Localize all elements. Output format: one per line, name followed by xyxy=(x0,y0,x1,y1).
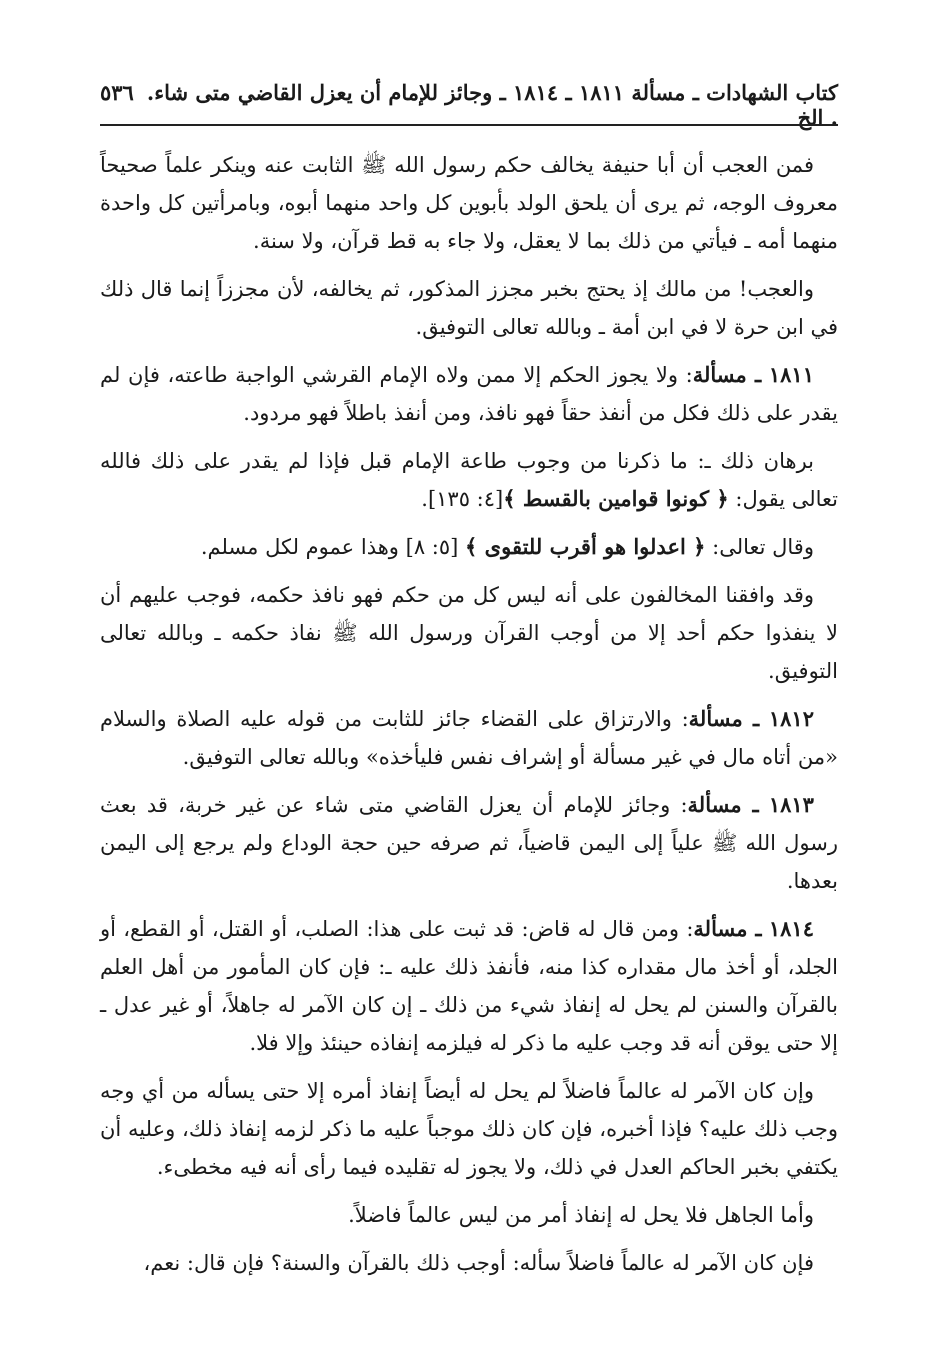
masala-number: ١٨١٤ xyxy=(768,916,814,941)
paragraph-text: وأما الجاهل فلا يحل له إنفاذ أمر من ليس عالماً فاضلاً. xyxy=(348,1203,814,1227)
paragraph xyxy=(100,1244,838,1282)
paragraph-text: : ومن قال له قاض: قد ثبت على هذا: الصلب، أو القتل، أو القطع، أو الجلد، أو أخذ مال مقداره كذا منه، فأنفذ ذلك عليه ـ: فإن كان المأمور من أهل العلم بالقرآن والسنن لم يحل له إنفاذ شيء من ذلك ـ إن كان الآمر له جاهلاً، أو غير عدل ـ إلا حتى يوقن أنه قد وجب عليه ما ذكر له فيلزمه إنفاذه حينئذ وإلا فلا. xyxy=(100,917,838,1055)
citation: [٥: ٨] وهذا عموم لكل مسلم. xyxy=(200,535,459,559)
masala-number: ١٨١١ xyxy=(768,362,814,387)
paragraph-text: برهان ذلك ـ: ما ذكرنا من وجوب طاعة الإمام قبل فإذا لم يقدر على ذلك فالله تعالى يقول: xyxy=(100,449,838,511)
paragraph xyxy=(100,1072,838,1186)
paragraph-text: فإن كان الآمر له عالماً فاضلاً سأله: أوجب ذلك بالقرآن والسنة؟ فإن قال: نعم، xyxy=(143,1251,814,1275)
paragraph xyxy=(100,1196,838,1234)
paragraph-text: وقد وافقنا المخالفون على أنه ليس كل من حكم فهو نافذ حكمه، فوجب عليهم أن لا ينفذوا حكم أحد إلا من أوجب القرآن ورسول الله ﷺ نفاذ حكمه ـ وبالله تعالى التوفيق. xyxy=(100,583,838,683)
masala-label: ـ مسألة xyxy=(688,706,760,731)
masala-paragraph xyxy=(100,700,838,776)
paragraph-text: والعجب! من مالك إذ يحتج بخبر مجزز المذكور، ثم يخالفه، لأن مجززاً إنما قال ذلك في ابن حرة لا في ابن أمة ـ وبالله تعالى التوفيق. xyxy=(100,277,838,339)
masala-paragraph xyxy=(100,910,838,1062)
paragraph-text: فمن العجب أن أبا حنيفة يخالف حكم رسول الله ﷺ الثابت عنه وينكر علماً صحيحاً معروف الوجه، ثم يرى أن يلحق الولد بأبوين كل واحد منهما أبوه، وبامرأتين كل واحدة منهما أمه ـ فيأتي من ذلك بما لا يعقل، ولا جاء به قط قرآن، ولا سنة. xyxy=(100,153,838,253)
paragraph xyxy=(100,576,838,690)
paragraph-text: : وجائز للإمام أن يعزل القاضي متى شاء عن غير خربة، قد بعث رسول الله ﷺ علياً إلى اليمن قاضياً، ثم صرفه حين حجة الوداع ولم يرجع إلى اليمن بعدها. xyxy=(100,793,838,893)
masala-number: ١٨١٢ xyxy=(768,706,814,731)
masala-number: ١٨١٣ xyxy=(768,792,814,817)
paragraph-text: وإن كان الآمر له عالماً فاضلاً لم يحل له أيضاً إنفاذ أمره إلا حتى يسأله من أي وجه وجب ذلك عليه؟ فإذا أخبره، فإن كان ذلك موجباً عليه ما ذكر لزمه إنفاذ ذلك، وعليه أن يكتفي بخبر الحاكم العدل في ذلك، ولا يجوز له تقليده فيما رأى أنه فيه مخطىء. xyxy=(100,1079,838,1179)
masala-label: ـ مسألة xyxy=(692,362,762,387)
running-header xyxy=(100,80,838,130)
citation: [٤: ١٣٥]. xyxy=(421,487,504,511)
paragraph xyxy=(100,442,838,518)
paragraph xyxy=(100,528,838,566)
paragraph-text: : والارتزاق على القضاء جائز للثابت من قوله عليه الصلاة والسلام «من أتاه مال في غير مسألة أو إشراف نفس فليأخذه» وبالله تعالى التوفيق. xyxy=(100,707,838,769)
body-text xyxy=(100,146,838,1292)
paragraph xyxy=(100,146,838,260)
header-divider xyxy=(100,124,838,126)
masala-paragraph xyxy=(100,786,838,900)
masala-label: ـ مسألة xyxy=(693,916,762,941)
quran-quote: ﴿ اعدلوا هو أقرب للتقوى ﴾ xyxy=(465,534,706,559)
paragraph-text: وقال تعالى: xyxy=(712,535,814,559)
masala-paragraph xyxy=(100,356,838,432)
masala-label: ـ مسألة xyxy=(687,792,759,817)
paragraph-text: : ولا يجوز الحكم إلا ممن ولاه الإمام القرشي الواجبة طاعته، فإن لم يقدر على ذلك فكل من أنفذ حقاً فهو نافذ، ومن أنفذ باطلاً فهو مردود. xyxy=(100,363,838,425)
paragraph xyxy=(100,270,838,346)
quran-quote: ﴿ كونوا قوامين بالقسط ﴾ xyxy=(503,486,729,511)
page-number: ٥٣٦ xyxy=(100,80,134,105)
running-title: كتاب الشهادات ـ مسألة ١٨١١ ـ ١٨١٤ ـ وجائز للإمام أن يعزل القاضي متى شاء. . الخ xyxy=(146,80,838,130)
